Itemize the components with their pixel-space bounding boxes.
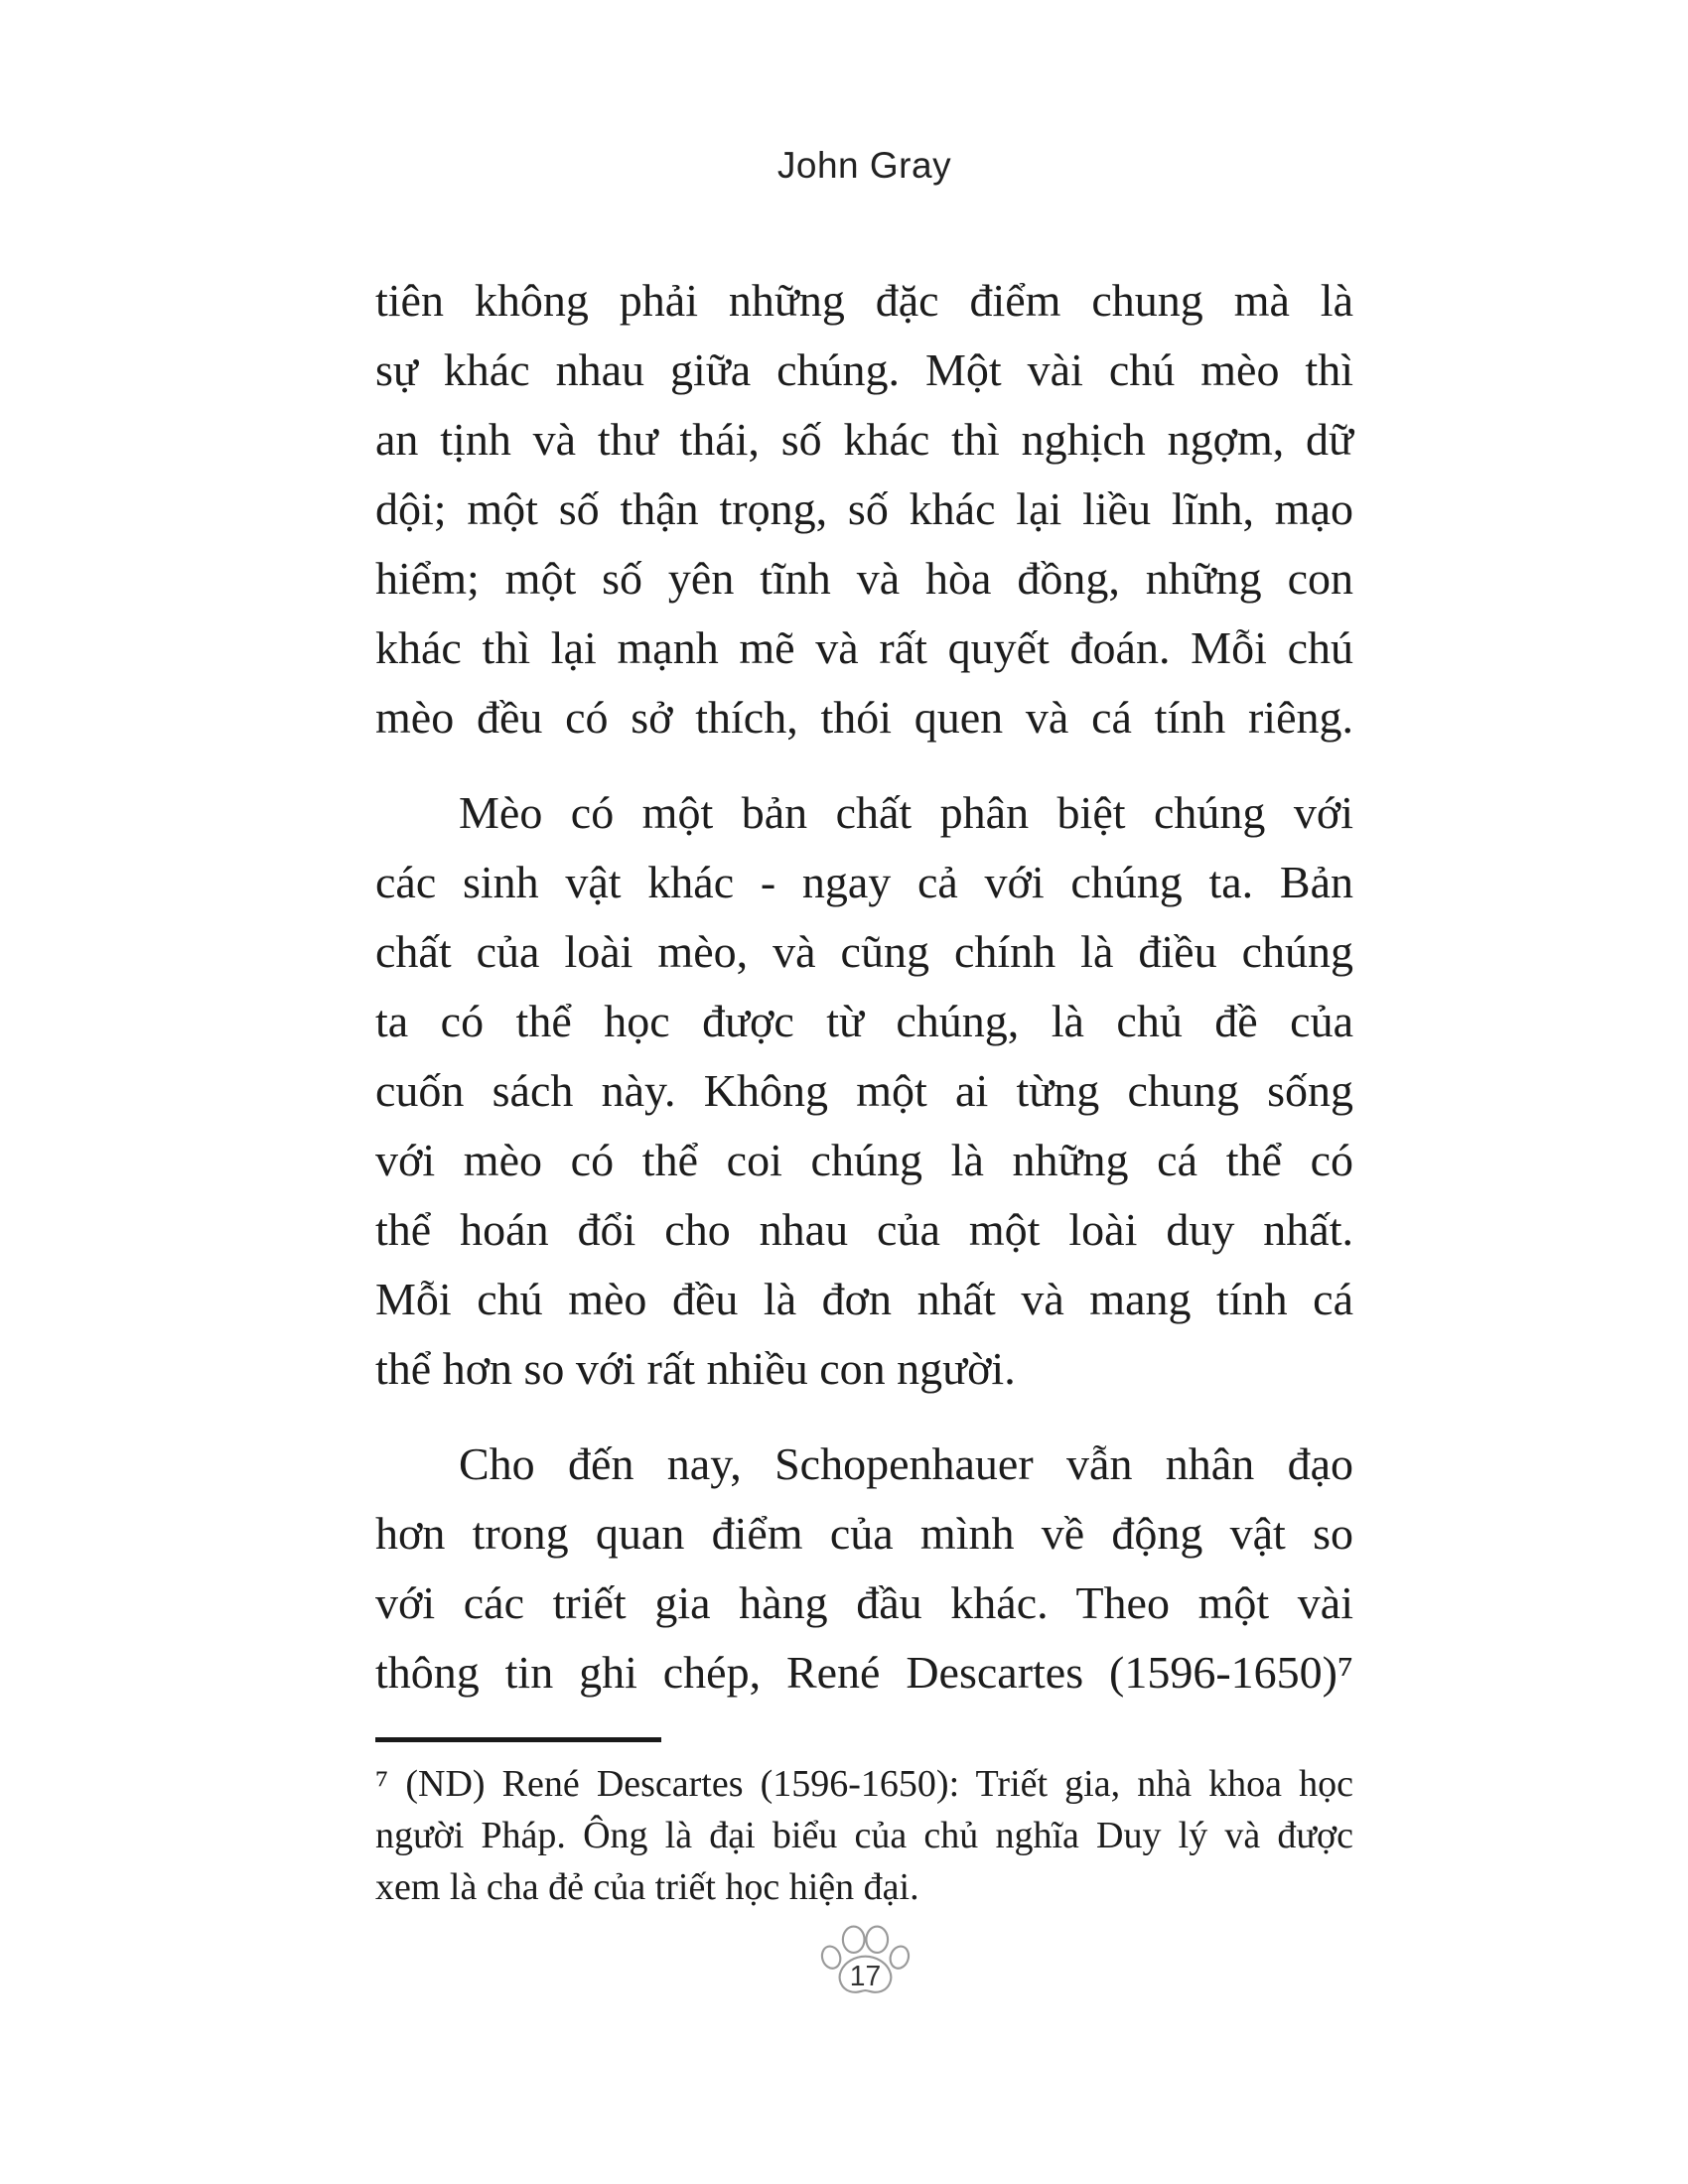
page-number: 17 bbox=[849, 1959, 881, 1991]
page-number-ornament bbox=[375, 1924, 1353, 2016]
text-line: ta có thể học được từ chúng, là chủ đề của bbox=[375, 996, 1353, 1046]
text-line: dội; một số thận trọng, số khác lại liều lĩnh, mạo bbox=[375, 483, 1353, 534]
footnote-separator bbox=[375, 1737, 661, 1742]
footnote bbox=[375, 1758, 1353, 1913]
text-line: với mèo có thể coi chúng là những cá thể có bbox=[375, 1135, 1353, 1185]
paw-toe-left bbox=[819, 1944, 843, 1971]
text-line: xem là cha đẻ của triết học hiện đại. bbox=[375, 1866, 919, 1908]
paragraph-1 bbox=[375, 266, 1353, 752]
text-line: ⁷ (ND) René Descartes (1596-1650): Triết gia, nhà khoa học bbox=[375, 1763, 1353, 1805]
paw-toe-top-left bbox=[842, 1927, 864, 1953]
text-line: thể hơn so với rất nhiều con người. bbox=[375, 1343, 1016, 1394]
text-line: Cho đến nay, Schopenhauer vẫn nhân đạo bbox=[459, 1438, 1353, 1489]
text-line: tiên không phải những đặc điểm chung mà là bbox=[375, 275, 1353, 326]
paw-toe-right bbox=[887, 1944, 911, 1971]
text-line: người Pháp. Ông là đại biểu của chủ nghĩa Duy lý và được bbox=[375, 1815, 1353, 1856]
body-text bbox=[375, 266, 1353, 1913]
text-line: hơn trong quan điểm của mình về động vật so bbox=[375, 1508, 1353, 1559]
text-line: an tịnh và thư thái, số khác thì nghịch ngợm, dữ bbox=[375, 414, 1353, 465]
text-line: thể hoán đổi cho nhau của một loài duy nhất. bbox=[375, 1204, 1353, 1255]
text-line: Mèo có một bản chất phân biệt chúng với bbox=[459, 787, 1353, 838]
text-line: hiểm; một số yên tĩnh và hòa đồng, những con bbox=[375, 553, 1353, 604]
text-line: với các triết gia hàng đầu khác. Theo một vài bbox=[375, 1577, 1353, 1628]
text-line: thông tin ghi chép, René Descartes (1596-1650)⁷ bbox=[375, 1647, 1353, 1698]
text-line: mèo đều có sở thích, thói quen và cá tính riêng. bbox=[375, 692, 1353, 743]
paw-print-icon bbox=[817, 1924, 913, 2011]
running-header: John Gray bbox=[776, 145, 952, 186]
text-line: các sinh vật khác - ngay cả với chúng ta. Bản bbox=[375, 857, 1353, 907]
text-line: chất của loài mèo, và cũng chính là điều chúng bbox=[375, 926, 1353, 977]
text-line: sự khác nhau giữa chúng. Một vài chú mèo thì bbox=[375, 344, 1353, 395]
text-line: Mỗi chú mèo đều là đơn nhất và mang tính cá bbox=[375, 1274, 1353, 1324]
text-line: cuốn sách này. Không một ai từng chung sống bbox=[375, 1065, 1353, 1116]
paw-toe-top-right bbox=[866, 1927, 888, 1953]
paragraph-3 bbox=[375, 1430, 1353, 1707]
paragraph-2 bbox=[375, 778, 1353, 1404]
text-line: khác thì lại mạnh mẽ và rất quyết đoán. Mỗi chú bbox=[375, 622, 1353, 673]
